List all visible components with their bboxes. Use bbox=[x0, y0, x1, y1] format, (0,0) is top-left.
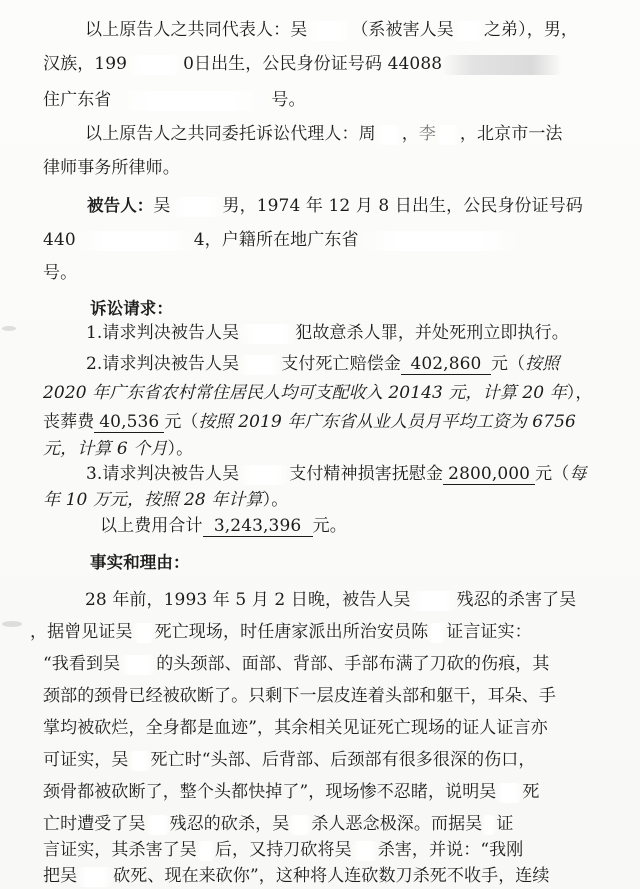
text: 元。 bbox=[312, 516, 347, 536]
redaction bbox=[239, 465, 289, 485]
text: 亡时遭受了吴 bbox=[43, 814, 146, 834]
redaction bbox=[442, 55, 562, 75]
redaction bbox=[120, 655, 156, 675]
redaction bbox=[454, 21, 484, 41]
text: 男，1974 年 12 月 8 日出生，公民身份证号码 bbox=[222, 196, 583, 216]
redaction bbox=[76, 231, 194, 251]
redaction bbox=[111, 91, 271, 111]
redaction bbox=[411, 591, 457, 611]
text: 28 年前，1993 年 5 月 2 日晚，被告人吴 bbox=[85, 590, 411, 610]
text: ）。 bbox=[262, 490, 289, 510]
text: 以上原告人之共同代表人：吴 bbox=[85, 20, 308, 40]
redaction bbox=[239, 324, 295, 344]
redaction bbox=[436, 125, 460, 145]
text: 0日出生，公民身份证号码 44088 bbox=[183, 54, 443, 74]
text: 杀害，并说：“我刚 bbox=[377, 840, 524, 860]
redaction bbox=[496, 783, 522, 803]
redaction bbox=[171, 197, 223, 217]
claim-2-line-4 bbox=[43, 437, 193, 461]
facts-line-8 bbox=[43, 812, 513, 836]
text: ）， bbox=[566, 383, 593, 403]
claims-heading: 诉讼请求： bbox=[90, 299, 173, 318]
text: 颈骨都被砍断了，整个头都快掉了”，现场惨不忍睹，说明吴 bbox=[43, 782, 497, 802]
defendant-line-3: 号。 bbox=[43, 263, 78, 283]
facts-line-9 bbox=[43, 838, 523, 862]
text: 3.请求判决被告人吴 bbox=[86, 464, 240, 484]
text: 按照 2019 年广东省从业人员月平均工资为 6756 bbox=[198, 412, 576, 432]
text: 年 10 万元，按照 28 年计算 bbox=[43, 490, 263, 510]
facts-line-2 bbox=[30, 620, 532, 644]
text: 犯故意杀人罪，并处死刑立即执行。 bbox=[295, 323, 569, 343]
scan-smudge bbox=[2, 621, 22, 627]
representative-line-3 bbox=[43, 88, 306, 112]
redaction bbox=[77, 867, 113, 887]
text: 残忍的砍杀，吴 bbox=[169, 814, 290, 834]
redaction bbox=[307, 21, 351, 41]
redaction bbox=[482, 815, 496, 835]
text: 丧葬费 bbox=[43, 412, 95, 432]
text: ）。 bbox=[167, 439, 194, 459]
facts-line-10 bbox=[43, 864, 550, 888]
facts-line-6 bbox=[43, 748, 536, 772]
redaction bbox=[133, 623, 155, 643]
text: 2.请求判决被告人吴 bbox=[86, 354, 240, 374]
text: 杀人恶念极深。而据吴 bbox=[311, 814, 483, 834]
claim-2-line-2 bbox=[43, 381, 593, 405]
text: 每 bbox=[569, 464, 587, 484]
claim-2-line-1 bbox=[86, 352, 559, 376]
text: 住广东省 bbox=[43, 90, 112, 110]
text: 的头颈部、面部、背部、手部布满了刀砍的伤痕，其 bbox=[156, 654, 550, 674]
defendant-line-2 bbox=[43, 228, 519, 252]
claim-1 bbox=[86, 321, 569, 345]
text: 砍死、现在来砍你”，这种将人连砍数刀杀死不收手，连续 bbox=[113, 866, 550, 886]
redaction bbox=[146, 815, 170, 835]
scan-smudge bbox=[2, 326, 16, 331]
agent-line-1 bbox=[85, 122, 563, 146]
funeral-expense-amount: 40,536 bbox=[94, 412, 164, 433]
claim-3-line-2 bbox=[43, 488, 288, 512]
facts-line-3 bbox=[43, 652, 550, 676]
text: ，据曾见证吴 bbox=[30, 622, 133, 642]
agent-line-2: 律师事务所律师。 bbox=[43, 158, 180, 178]
text: “我看到吴 bbox=[43, 654, 121, 674]
text: 1.请求判决被告人吴 bbox=[86, 323, 240, 343]
text: 元，计算 6 个月 bbox=[43, 439, 168, 459]
redaction bbox=[239, 355, 281, 375]
claim-2-line-3 bbox=[43, 410, 576, 434]
text: 证言证实： bbox=[446, 622, 532, 642]
redaction bbox=[428, 623, 446, 643]
text: 之弟），男， bbox=[483, 20, 579, 40]
text: 元（ bbox=[535, 464, 570, 484]
mental-damage-amount: 2800,000 bbox=[443, 464, 535, 485]
text: 死亡现场，时任唐家派出所治安员陈 bbox=[154, 622, 429, 642]
redaction bbox=[359, 231, 519, 251]
facts-line-1 bbox=[85, 588, 576, 612]
redaction bbox=[197, 841, 215, 861]
text: 以上费用合计 bbox=[100, 516, 203, 536]
text: 号。 bbox=[271, 90, 306, 110]
text: 支付精神损害抚慰金 bbox=[289, 464, 444, 484]
text: 证 bbox=[496, 814, 514, 834]
total-amount: 3,243,396 bbox=[203, 516, 313, 537]
redaction bbox=[129, 751, 151, 771]
text: 440 bbox=[43, 230, 76, 250]
redaction bbox=[376, 125, 402, 145]
text: （系被害人吴 bbox=[351, 20, 454, 40]
death-compensation-amount: 402,860 bbox=[401, 354, 491, 375]
text: 按照 bbox=[525, 354, 560, 374]
text: 可证实，吴 bbox=[43, 750, 129, 770]
representative-line-1 bbox=[85, 18, 578, 42]
text: 元（ bbox=[164, 412, 199, 432]
text: ， bbox=[401, 124, 419, 144]
total-line bbox=[100, 514, 347, 538]
text: 把吴 bbox=[43, 866, 78, 886]
facts-heading: 事实和理由： bbox=[90, 553, 190, 572]
defendant-label: 被告人： bbox=[87, 196, 154, 215]
defendant-line-1 bbox=[87, 194, 583, 218]
representative-line-2 bbox=[43, 52, 562, 76]
text: ，北京市一法 bbox=[459, 124, 563, 144]
text: 言证实，其杀害了吴 bbox=[43, 840, 197, 860]
text: 残忍的杀害了吴 bbox=[456, 590, 577, 610]
text: 死亡时“头部、后背部、后颈部有很多很深的伤口， bbox=[150, 750, 536, 770]
facts-line-7 bbox=[43, 780, 540, 804]
text: 吴 bbox=[153, 196, 171, 216]
text: 以上原告人之共同委托诉讼代理人：周 bbox=[85, 124, 376, 144]
text: 支付死亡赔偿金 bbox=[281, 354, 401, 374]
text: 后，又持刀砍将吴 bbox=[214, 840, 352, 860]
facts-line-4: 颈部的颈骨已经被砍断了。只剩下一层皮连着头部和躯干，耳朵、手 bbox=[43, 686, 556, 706]
text: 元（ bbox=[490, 354, 526, 374]
text: 李 bbox=[418, 124, 436, 144]
facts-line-5: 掌均被砍烂，全身都是血迹”，其余相关见证死亡现场的证人证言亦 bbox=[43, 718, 548, 738]
redaction bbox=[127, 55, 183, 75]
text: 2020 年广东省农村常住居民人均可支配收入 20143 元，计算 20 年 bbox=[43, 383, 567, 403]
claim-3-line-1 bbox=[86, 462, 586, 486]
redaction bbox=[352, 841, 378, 861]
text: 4，户籍所在地广东省 bbox=[193, 230, 359, 250]
text: 死 bbox=[522, 782, 540, 802]
text: 汉族，199 bbox=[43, 54, 128, 74]
redaction bbox=[289, 815, 311, 835]
